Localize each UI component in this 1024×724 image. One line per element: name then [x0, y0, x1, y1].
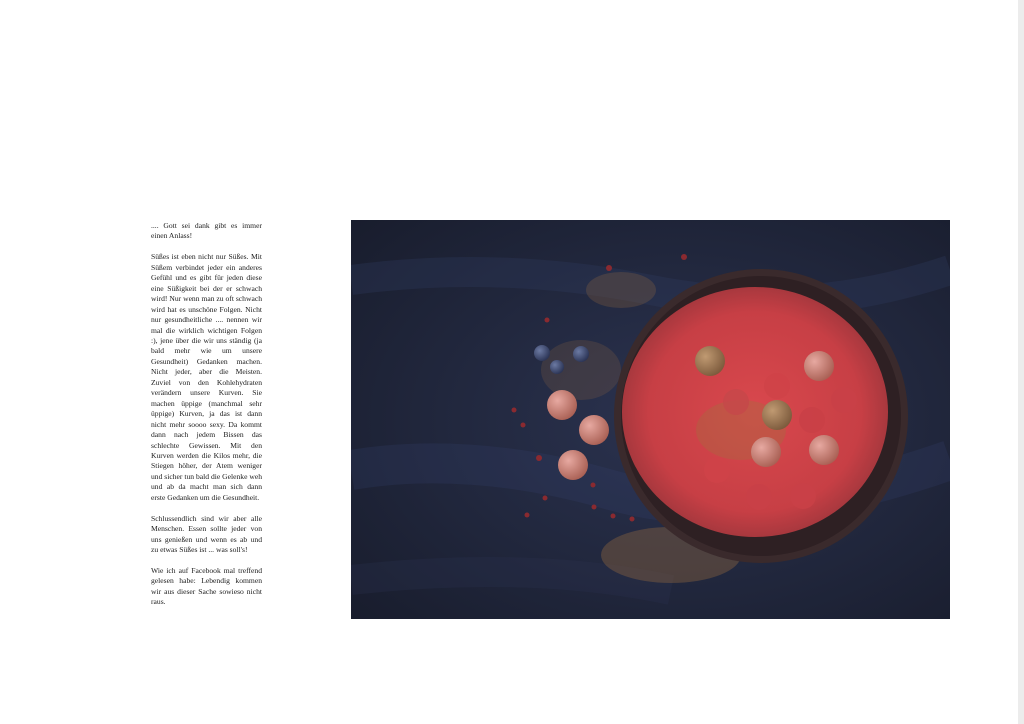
article-paragraph: Süßes ist eben nicht nur Süßes. Mit Süßem verbindet jeder ein anderes Gefühl und es gibt für jeden diese eine Süßigkeit bei der er schwach wird! Nur wenn man zu oft schwach wird hat es unschöne Folgen. Nicht nur gesundheitliche .... nennen wir mal die wirklich wichtigen Folgen :), jene über die wir uns ständig (ja bald mehr wie um unsere Gesundheit) Gedanken machen. Nicht jeder, aber die Meisten. Zuviel von den Kohlehydraten verändern unsere Kurven. Sie machen üppige (manchmal sehr üppige) Kurven, ja das ist dann nicht mehr soooo sexy. Da kommt dann nach jedem Bissen das schlechte Gewissen. Mit den Kurven werden die Kilos mehr, die Stiegen höher, der Atem weniger und sicher tun bald die Gelenke weh und ab da macht man sich dann erste Gedanken um die Gesundheit. — [151, 252, 262, 502]
berry-crumb — [606, 265, 612, 271]
powdered-truffle — [764, 373, 790, 399]
berry-crumb — [545, 318, 550, 323]
berry-crumb — [512, 408, 517, 413]
truffle — [579, 415, 609, 445]
blueberry — [550, 360, 564, 374]
powdered-truffle — [746, 484, 772, 510]
truffle — [804, 351, 834, 381]
blueberry — [534, 345, 550, 361]
truffle — [695, 346, 725, 376]
powdered-truffle — [790, 483, 816, 509]
page-edge — [1018, 0, 1024, 724]
article-paragraph: Schlussendlich sind wir aber alle Menschen. Essen sollte jeder von uns genießen und wenn es ab und zu etwas Süßes ist ... was soll's! — [151, 513, 262, 555]
truffle — [547, 390, 577, 420]
powdered-truffle — [723, 389, 749, 415]
truffle — [751, 437, 781, 467]
berry-crumb — [536, 455, 542, 461]
food-photo-illustration — [351, 220, 950, 619]
powdered-truffle — [831, 387, 857, 413]
powdered-truffle — [704, 457, 730, 483]
truffle — [809, 435, 839, 465]
berry-crumb — [630, 517, 635, 522]
powdered-truffle — [799, 407, 825, 433]
truffle — [558, 450, 588, 480]
berry-crumb — [681, 254, 687, 260]
berry-crumb — [525, 513, 530, 518]
berry-crumb — [521, 423, 526, 428]
article-text-column — [151, 221, 262, 618]
berry-crumb — [591, 483, 596, 488]
food-photo — [351, 220, 950, 619]
truffle — [762, 400, 792, 430]
berry-crumb — [543, 496, 548, 501]
cocoa-dust — [586, 272, 656, 308]
berry-crumb — [592, 505, 597, 510]
blueberry — [573, 346, 589, 362]
berry-crumb — [611, 514, 616, 519]
article-paragraph: Wie ich auf Facebook mal treffend gelesen habe: Lebendig kommen wir aus dieser Sache sowieso nicht raus. — [151, 565, 262, 607]
article-paragraph: .... Gott sei dank gibt es immer einen Anlass! — [151, 221, 262, 241]
